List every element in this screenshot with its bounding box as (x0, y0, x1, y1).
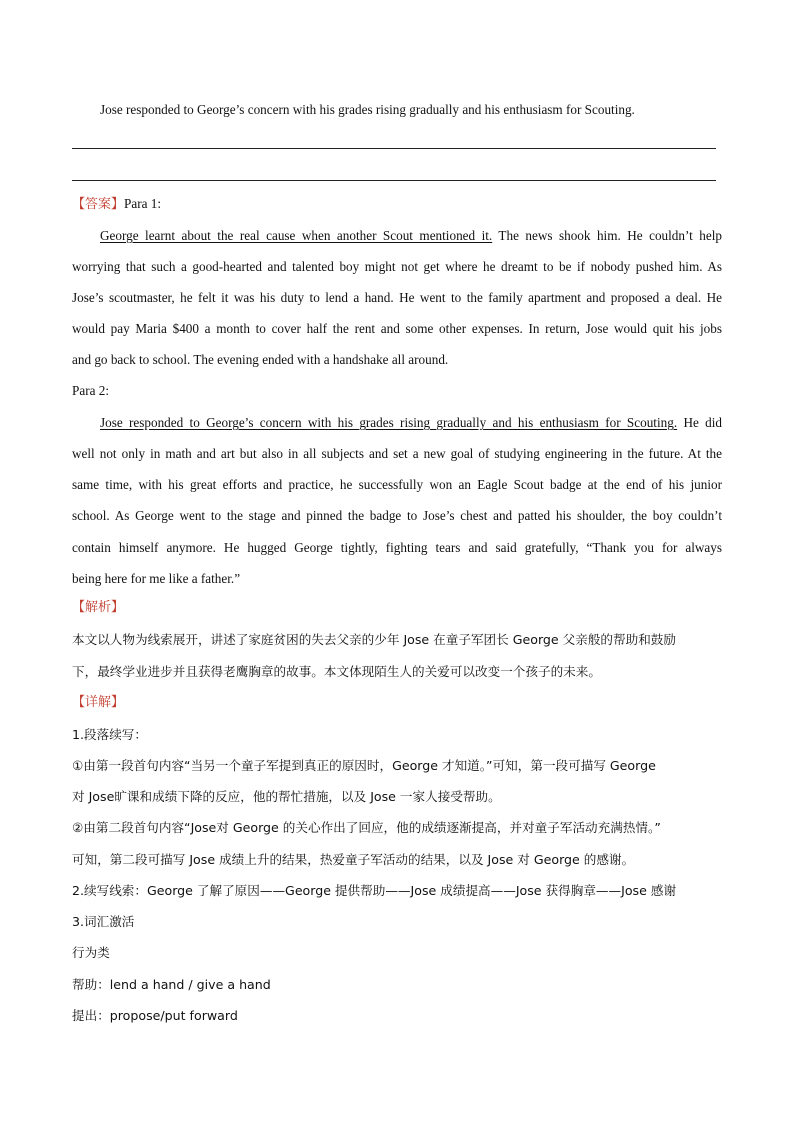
details-line-6: 2.续写线索：George 了解了原因——George 提供帮助——Jose 成绩提高——Jose 获得胸章——Jose 感谢 (72, 883, 677, 898)
answer-label: 【答案】 (72, 197, 125, 212)
para2-label: Para 2: (72, 383, 109, 398)
details-line-9: 帮助：lend a hand / give a hand (72, 977, 271, 992)
para2-line-5: contain himself anymore. He hugged George tightly, fighting tears and said gratefully, “Thank you for always (72, 540, 722, 555)
details-line-5: 可知，第二段可描写 Jose 成绩上升的结果，热爱童子军活动的结果，以及 Jose 对 George 的感谢。 (72, 852, 635, 867)
para1-line-5: and go back to school. The evening ended with a handshake all around. (72, 352, 449, 367)
details-line-4: ②由第二段首句内容“Jose对 George 的关心作出了回应，他的成绩逐渐提高，并对童子军活动充满热情。” (72, 820, 661, 835)
analysis-line-1: 本文以人物为线索展开，讲述了家庭贫困的失去父亲的少年 Jose 在童子军团长 George 父亲般的帮助和鼓励 (72, 632, 676, 647)
details-line-8: 行为类 (72, 945, 110, 960)
para1-first-sentence: George learnt about the real cause when another Scout mentioned it. (100, 228, 493, 243)
para1-line-2: worrying that such a good-hearted and talented boy might not get where he dreamt to be if nobody pushed him. As (72, 259, 722, 274)
para2-line-2: well not only in math and art but also in all subjects and set a new goal of studying engineering in the future. At the (72, 446, 722, 461)
para1-line-4: would pay Maria $400 a month to cover half the rent and some other expenses. In return, Jose would quit his jobs (72, 321, 722, 336)
para2-line-4: school. As George went to the stage and pinned the badge to Jose’s chest and patted his shoulder, the boy couldn’t (72, 508, 722, 523)
details-line-7: 3.词汇激活 (72, 914, 135, 929)
details-line-10: 提出：propose/put forward (72, 1008, 238, 1023)
top-sentence: Jose responded to George’s concern with his grades rising gradually and his enthusiasm for Scouting. (100, 102, 635, 117)
details-line-2: ①由第一段首句内容“当另一个童子军提到真正的原因时，George 才知道。”可知，第一段可描写 George (72, 758, 656, 773)
para2-line-6: being here for me like a father.” (72, 571, 241, 586)
para1-line-1: George learnt about the real cause when another Scout mentioned it. The news shook him. He couldn’t help (100, 228, 722, 243)
writing-line-2 (72, 180, 716, 181)
para2-line-1: Jose responded to George’s concern with his grades rising gradually and his enthusiasm for Scouting. He did (100, 415, 722, 430)
writing-line-1 (72, 148, 716, 149)
details-line-3: 对 Jose旷课和成绩下降的反应，他的帮忙措施，以及 Jose 一家人接受帮助。 (72, 789, 501, 804)
analysis-line-2: 下，最终学业进步并且获得老鹰胸章的故事。本文体现陌生人的关爱可以改变一个孩子的未来。 (72, 664, 601, 679)
para1-line-3: Jose’s scoutmaster, he felt it was his duty to lend a hand. He went to the family apartment and proposed a deal. He (72, 290, 722, 305)
details-line-1: 1.段落续写： (72, 727, 147, 742)
details-label: 【详解】 (72, 695, 125, 710)
answer-heading (72, 196, 722, 213)
para2-line-3: same time, with his great efforts and practice, he successfully won an Eagle Scout badge at the end of his junior (72, 477, 722, 492)
para1-label: Para 1: (124, 196, 162, 211)
analysis-label: 【解析】 (72, 600, 125, 615)
para2-first-sentence: Jose responded to George’s concern with his grades rising gradually and his enthusiasm for Scouting. (100, 415, 678, 430)
